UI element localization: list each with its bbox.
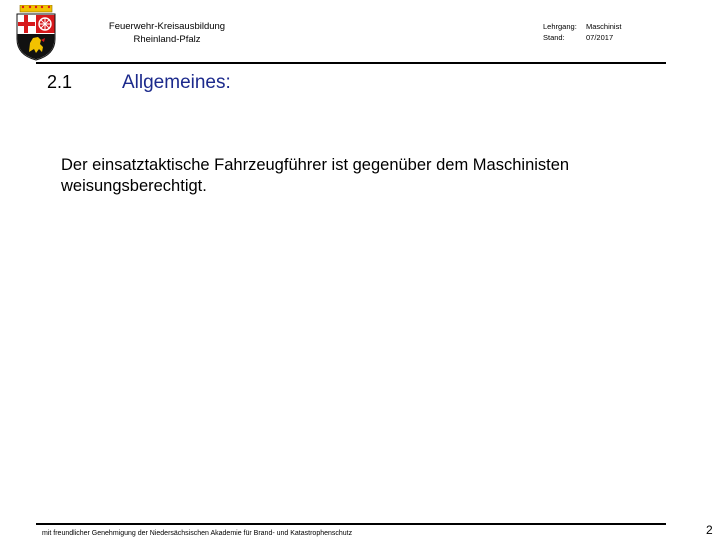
date-value: 07/2017 [586, 33, 614, 42]
footer-divider [36, 523, 666, 525]
course-value: Maschinist [586, 22, 622, 31]
organization-name [92, 20, 242, 46]
page-number: 2 [706, 523, 713, 537]
section-number: 2.1 [47, 72, 73, 92]
rhineland-palatinate-coat-of-arms-icon [14, 5, 58, 61]
course-label: Lehrgang: [543, 22, 577, 31]
course-row [543, 21, 621, 32]
section-title: Allgemeines: [122, 72, 231, 93]
organization-line-1: Feuerwehr-Kreisausbildung [108, 21, 226, 32]
date-label: Stand: [543, 33, 565, 42]
date-row [543, 32, 621, 43]
header-divider [36, 62, 666, 64]
body-paragraph: Der einsatztaktische Fahrzeugführer ist gegenüber dem Maschinisten weisungsberechtigt. [61, 156, 570, 195]
document-meta [543, 21, 621, 43]
organization-line-2: Rheinland-Pfalz [133, 34, 201, 45]
footer-credit: mit freundlicher Genehmigung der Niedersächsischen Akademie für Brand- und Katastrophenschutz [42, 530, 353, 537]
